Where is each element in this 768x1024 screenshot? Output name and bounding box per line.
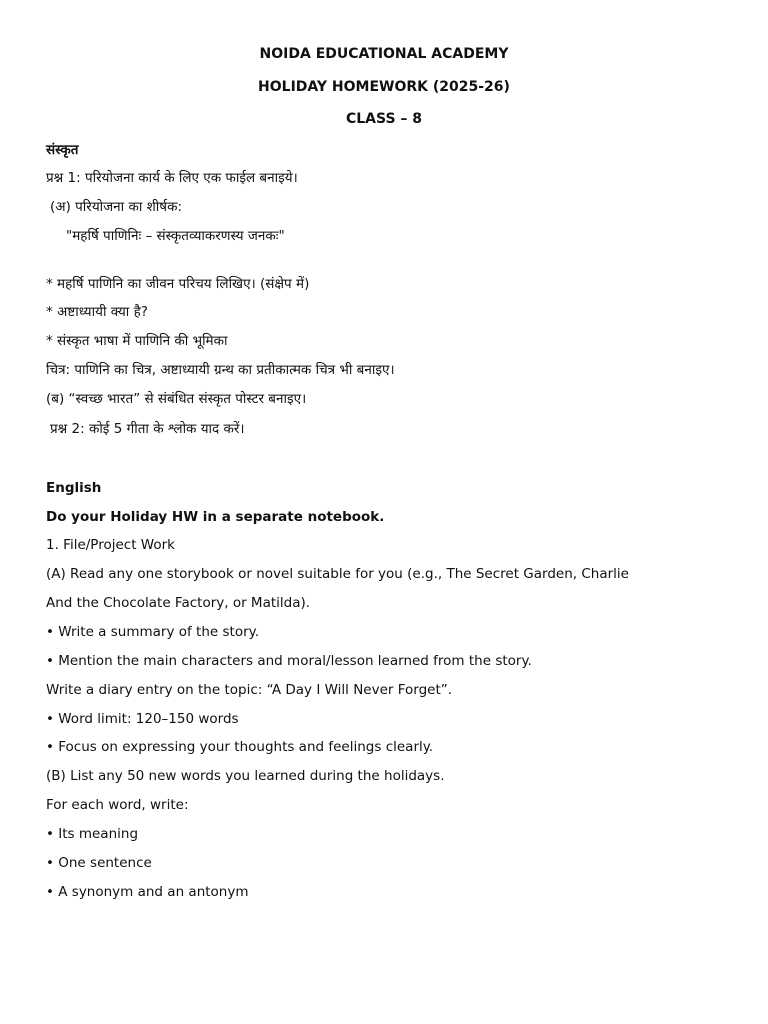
sanskrit-part-b: (ब) “स्वच्छ भारत” से संबंधित संस्कृत पोस्टर बनाइए। — [46, 391, 307, 407]
sanskrit-picture-instruction: चित्र: पाणिनि का चित्र, अष्टाध्यायी ग्रन्थ का प्रतीकात्मक चित्र भी बनाइए। — [46, 362, 395, 378]
english-part-a-line-2: And the Chocolate Factory, or Matilda). — [46, 595, 311, 611]
english-bullet-synonym: • A synonym and an antonym — [46, 884, 249, 900]
sanskrit-bullet-2: * अष्टाध्यायी क्या है? — [46, 304, 148, 320]
english-bullet-word-limit: • Word limit: 120–150 words — [46, 711, 239, 727]
english-bullet-meaning: • Its meaning — [46, 826, 139, 842]
english-part-b: (B) List any 50 new words you learned during the holidays. — [46, 768, 445, 784]
sanskrit-bullet-3: * संस्कृत भाषा में पाणिनि की भूमिका — [46, 333, 228, 349]
class-label: CLASS – 8 — [345, 111, 423, 127]
english-for-each-word: For each word, write: — [46, 797, 189, 813]
english-bullet-summary: • Write a summary of the story. — [46, 624, 259, 640]
sanskrit-question-2: प्रश्न 2: कोई 5 गीता के श्लोक याद करें। — [50, 421, 245, 437]
sanskrit-project-title: "महर्षि पाणिनिः – संस्कृतव्याकरणस्य जनकः" — [66, 228, 285, 244]
english-instruction: Do your Holiday HW in a separate notebook. — [46, 509, 385, 525]
sanskrit-question-1: प्रश्न 1: परियोजना कार्य के लिए एक फाईल बनाइये। — [46, 170, 298, 186]
school-name: NOIDA EDUCATIONAL ACADEMY — [259, 46, 509, 62]
english-part-a-line-1: (A) Read any one storybook or novel suitable for you (e.g., The Secret Garden, Charlie — [46, 566, 629, 582]
sanskrit-heading: संस्कृत — [46, 142, 79, 158]
english-bullet-focus: • Focus on expressing your thoughts and feelings clearly. — [46, 739, 434, 755]
sanskrit-part-a: (अ) परियोजना का शीर्षक: — [50, 199, 183, 215]
english-bullet-characters: • Mention the main characters and moral/lesson learned from the story. — [46, 653, 532, 669]
english-diary-entry: Write a diary entry on the topic: “A Day I Will Never Forget”. — [46, 682, 453, 698]
sanskrit-bullet-1: * महर्षि पाणिनि का जीवन परिचय लिखिए। (संक्षेप में) — [46, 276, 310, 292]
english-item-1: 1. File/Project Work — [46, 537, 175, 553]
english-bullet-sentence: • One sentence — [46, 855, 152, 871]
homework-title: HOLIDAY HOMEWORK (2025-26) — [258, 79, 510, 95]
english-heading: English — [46, 480, 102, 496]
